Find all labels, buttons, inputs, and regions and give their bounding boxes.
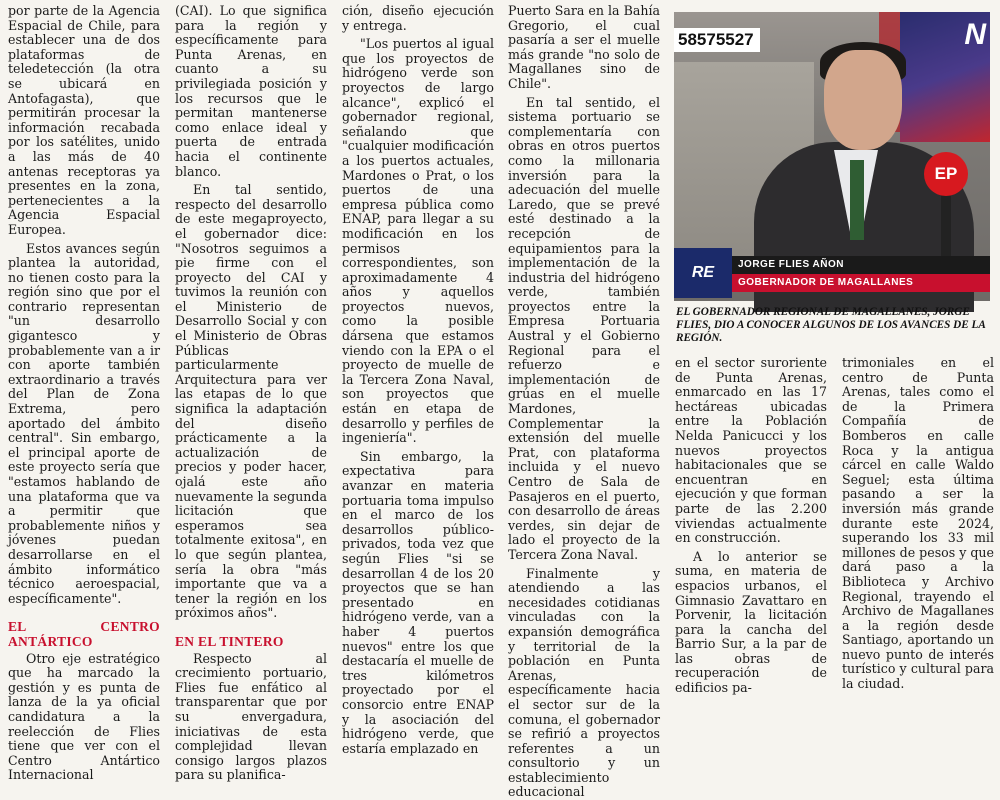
paragraph: trimoniales en el centro de Punta Arenas, tales como el de la Primera Compañía de Bomberos en calle Roca y la antigua cárcel en calle Waldo Seguel; esta última pasando a ser la inversión más grande durante este 2024, superando los 33 mil millones de pesos y que dará paso a la Biblioteca y Archivo Regional, trayendo el Archivo de Magallanes a la región desde Santiago, aportando un nuevo punto de interés turístico y cultural para la ciudad.	[842, 355, 994, 692]
section-heading: EL CENTRO ANTÁRTICO	[8, 619, 160, 649]
paragraph: en el sector suroriente de Punta Arenas, enmarcado en las 17 hectáreas ubicadas entre la Población Nelda Panicucci y los nuevos proyectos habitacionales que se encuentran en ejecución y que forman parte de las 2.200 viviendas actualmente en construcción.	[675, 355, 827, 546]
paragraph: Respecto al crecimiento portuario, Flies fue enfático al transparentar que por su envergadura, iniciativas de esta complejidad llevan consigo largos plazos para su planifica-	[175, 650, 327, 783]
paragraph: En tal sentido, respecto del desarrollo de este megaproyecto, el gobernador dice: "Nosotros seguimos a pie firme con el proyecto del CAI y tuvimos la reunión con el Ministerio de Desarrollo Social y con el Ministerio de Obras Públicas particularmente Arquitectura para ver las etapas de lo que significa la adaptación del diseño prácticamente a la actualización de precios y poder hacer, ojalá este año nuevamente la segunda licitación que esperamos sea totalmente exitosa", en lo que según plantea, sería la obra "más importante que va a tener la región en los próximos años".	[175, 182, 327, 621]
section-heading: EN EL TINTERO	[175, 633, 284, 649]
article-column-6	[842, 355, 994, 692]
article-column-4	[508, 3, 660, 800]
lower-third-name: JORGE FLIES AÑON	[732, 256, 990, 274]
microphone-logo: EP	[924, 152, 968, 196]
paragraph: por parte de la Agencia Espacial de Chile, para establecer una de dos plataformas de teledetección (la otra se ubicará en Antofagasta), que permitirán procesar la información recabada por los satélites, unido a las más de 40 antenas receptoras ya presentes en la zona, pertenecientes a la Agencia Espacial Europea.	[8, 3, 160, 237]
news-photo	[674, 12, 990, 301]
paragraph: ción, diseño ejecución y entrega.	[342, 3, 494, 33]
paragraph: Estos avances según plantea la autoridad, no tienen costo para la región sino que por el contrario representan "un desarrollo gigantesco y probablemente van a ir con aporte también extraordinario a través del Plan de Zona Extrema, pero aportado del ámbito central". Sin embargo, el principal aporte de este proyecto sería que "estamos hablando de una plataforma que va a permitir que probablemente niños y jóvenes puedan desarrollarse en el ámbito informático técnico aeroespacial, específicamente".	[8, 240, 160, 606]
paragraph: A lo anterior se suma, en materia de espacios urbanos, el Gimnasio Zavattaro en Porvenir, la licitación para la cancha del Barrio Sur, a la par de las obras de recuperación de edificios pa-	[675, 548, 827, 696]
channel-logo: RE	[674, 248, 732, 298]
paragraph: "Los puertos al igual que los proyectos de hidrógeno verde son proyectos de largo alcance", explicó el gobernador regional, señalando que "cualquier modificación a los puertos actuales, Mardones o Prat, o los puertos de una empresa pública como ENAP, para llegar a su modificación en los permisos correspondientes, son aproximadamente 4 años y aquellos proyectos nuevos, como la posible dársena que estamos viendo con la EPA o el proyecto de muelle de la Tercera Zona Naval, son proyectos que están en etapa de desarrollo y perfiles de ingeniería".	[342, 36, 494, 446]
photo-background-screen	[900, 12, 990, 142]
phone-number-banner: 58575527	[674, 28, 760, 52]
microphone-stand	[941, 194, 951, 264]
article-column-2	[175, 3, 327, 783]
paragraph: Finalmente y atendiendo a las necesidades cotidianas vinculadas con la expansión demográfica y territorial de la población en Punta Arenas, específicamente hacia el sector sur de la comuna, el gobernador se refirió a proyectos referentes a un consultorio y un establecimiento educacional	[508, 565, 660, 800]
article-column-1	[8, 3, 160, 783]
person-face	[824, 50, 902, 150]
screen-logo-text: N	[964, 18, 986, 51]
paragraph: Otro eje estratégico que ha marcado la gestión y es punta de lanza de la ya oficial candidatura a la reelección de Flies tiene que ver con el Centro Antártico Internacional	[8, 650, 160, 783]
paragraph: Puerto Sara en la Bahía Gregorio, el cual pasaría a ser el muelle más grande "no solo de Magallanes sino de Chile".	[508, 3, 660, 91]
paragraph: (CAI). Lo que significa para la región y específicamente para Punta Arenas, en cuanto a su privilegiada posición y los recursos que le permitan mantenerse como enlace ideal y puerta de entrada hacia el continente blanco.	[175, 3, 327, 179]
article-column-3	[342, 3, 494, 756]
photo-caption: EL GOBERNADOR REGIONAL DE MAGALLANES, JORGE FLIES, DIO A CONOCER ALGUNOS DE LOS AVANCES DE LA REGIÓN.	[676, 306, 986, 344]
paragraph: En tal sentido, el sistema portuario se complementaría con obras en otros puertos como la millonaria inversión para la adecuación del muelle Laredo, que se prevé esté destinado a la recepción de equipamientos para la implementación de la industria del hidrógeno verde, también proyectos entre la Empresa Portuaria Austral y el Gobierno Regional para el refuerzo e implementación de grúas en el muelle Mardones, Complementar la extensión del muelle Prat, con plataforma incluida y el nuevo Centro de Sala de Pasajeros en el puerto, con desarrollo de áreas verdes, sin dejar de lado el proyecto de la Tercera Zona Naval.	[508, 94, 660, 562]
lower-third-title: GOBERNADOR DE MAGALLANES	[732, 274, 990, 292]
person-tie	[850, 160, 864, 240]
article-column-5	[675, 355, 827, 696]
paragraph: Sin embargo, la expectativa para avanzar en materia portuaria toma impulso en el marco de los desarrollos público-privados, toda vez que según Flies "si se desarrollan 4 de los 20 proyectos que se han presentado en hidrógeno verde, van a haber 4 puertos nuevos" entre los que destacaría el muelle de tres kilómetros proyectado por el consorcio entre ENAP y la asociación del hidrógeno verde, que estaría emplazado en	[342, 448, 494, 756]
